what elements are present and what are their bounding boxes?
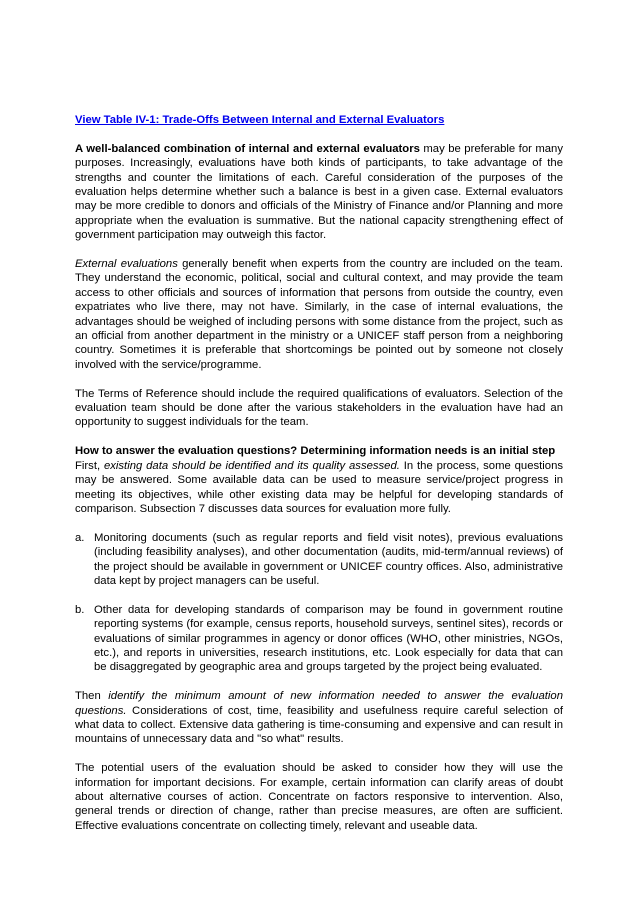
paragraph-new-information xyxy=(75,689,563,747)
paragraph-terms-of-reference: The Terms of Reference should include the required qualifications of evaluators. Selection of the evaluation team should be done after the various stakeholders in the evaluation have had an opportunity to suggest individuals for the team. xyxy=(75,387,563,429)
paragraph-lead: First, xyxy=(75,459,104,472)
list-item xyxy=(75,603,563,675)
italic-phrase: identify the minimum amount of new information needed to answer the evaluation questions. xyxy=(75,690,563,717)
bold-lead: A well-balanced combination of internal and external evaluators xyxy=(75,142,420,155)
paragraph-potential-users: The potential users of the evaluation should be asked to consider how they will use the information for important decisions. For example, certain information can clarify areas of doubt about alternative courses of action. Concentrate on factors responsive to intervention. Also, general trends or direction of change, rather than precise measures, are often are sufficient. Effective evaluations concentrate on collecting timely, relevant and useable data. xyxy=(75,762,563,832)
list-item-text: Other data for developing standards of comparison may be found in government routine reporting systems (for example, census reports, household surveys, sentinel sites), records or evaluations of similar programmes in agency or donor offices (WHO, other ministries, NGOs, etc.), and reports in universities, research institutions, etc. Look especially for data that can be disaggregated by geographic area and groups targeted by the project being evaluated. xyxy=(94,603,563,674)
paragraph-external-evaluations xyxy=(75,257,563,372)
list-item-text: Monitoring documents (such as regular reports and field visit notes), previous evaluations (including feasibility analyses), and other documentation (audits, mid-term/annual reviews) of the project should be available in government or UNICEF country offices. Also, administrative data kept by project managers can be useful. xyxy=(94,531,563,587)
document-body xyxy=(75,113,563,848)
paragraph-text: In the process, some questions may be answered. Some available data can be used to measure service/project progress in meeting its objectives, while other existing data may be helpful for developing standards of comparison. Subsection 7 discusses data sources for evaluation more fully. xyxy=(75,459,563,515)
italic-lead: External evaluations xyxy=(75,258,178,271)
section-heading: How to answer the evaluation questions? Determining information needs is an initial step xyxy=(75,445,556,458)
paragraph-evaluator-balance xyxy=(75,142,563,243)
italic-phrase: existing data should be identified and its quality assessed. xyxy=(103,459,400,472)
list-item xyxy=(75,531,563,589)
table-iv-1-link[interactable]: View Table IV-1: Trade-Offs Between Internal and External Evaluators xyxy=(75,114,445,126)
section-information-needs xyxy=(75,444,563,516)
list-marker: b. xyxy=(75,603,85,616)
paragraph-text: Considerations of cost, time, feasibility and usefulness require careful selection of what data to collect. Extensive data gathering is time-consuming and expensive and can result in mountains of unnecessary data and "so what" results. xyxy=(75,704,563,746)
list-marker: a. xyxy=(75,531,85,544)
paragraph-existing-data xyxy=(75,459,563,517)
paragraph-lead: Then xyxy=(75,690,109,703)
paragraph-text: may be preferable for many purposes. Increasingly, evaluations have both kinds of participants, to take advantage of the strengths and counter the limitations of each. Careful consideration of the purposes of the evaluation helps determine whether such a balance is best in a given case. External evaluators may be more credible to donors and officials of the Ministry of Finance and/or Planning and more appropriate when the evaluation is summative. But the national capacity strengthening effect of government participation may outweigh this factor. xyxy=(75,142,563,242)
paragraph-text: generally benefit when experts from the country are included on the team. They understand the economic, political, social and cultural context, and may provide the team access to other officials and sources of information that persons from outside the country, even expatriates who live there, may not have. Similarly, in the case of internal evaluations, the advantages should be weighed of including persons with some distance from the project, such as an official from another department in the ministry or a UNICEF staff person from a neighboring country. Sometimes it is preferable that shortcomings be pointed out by someone not closely involved with the service/programme. xyxy=(75,258,563,371)
